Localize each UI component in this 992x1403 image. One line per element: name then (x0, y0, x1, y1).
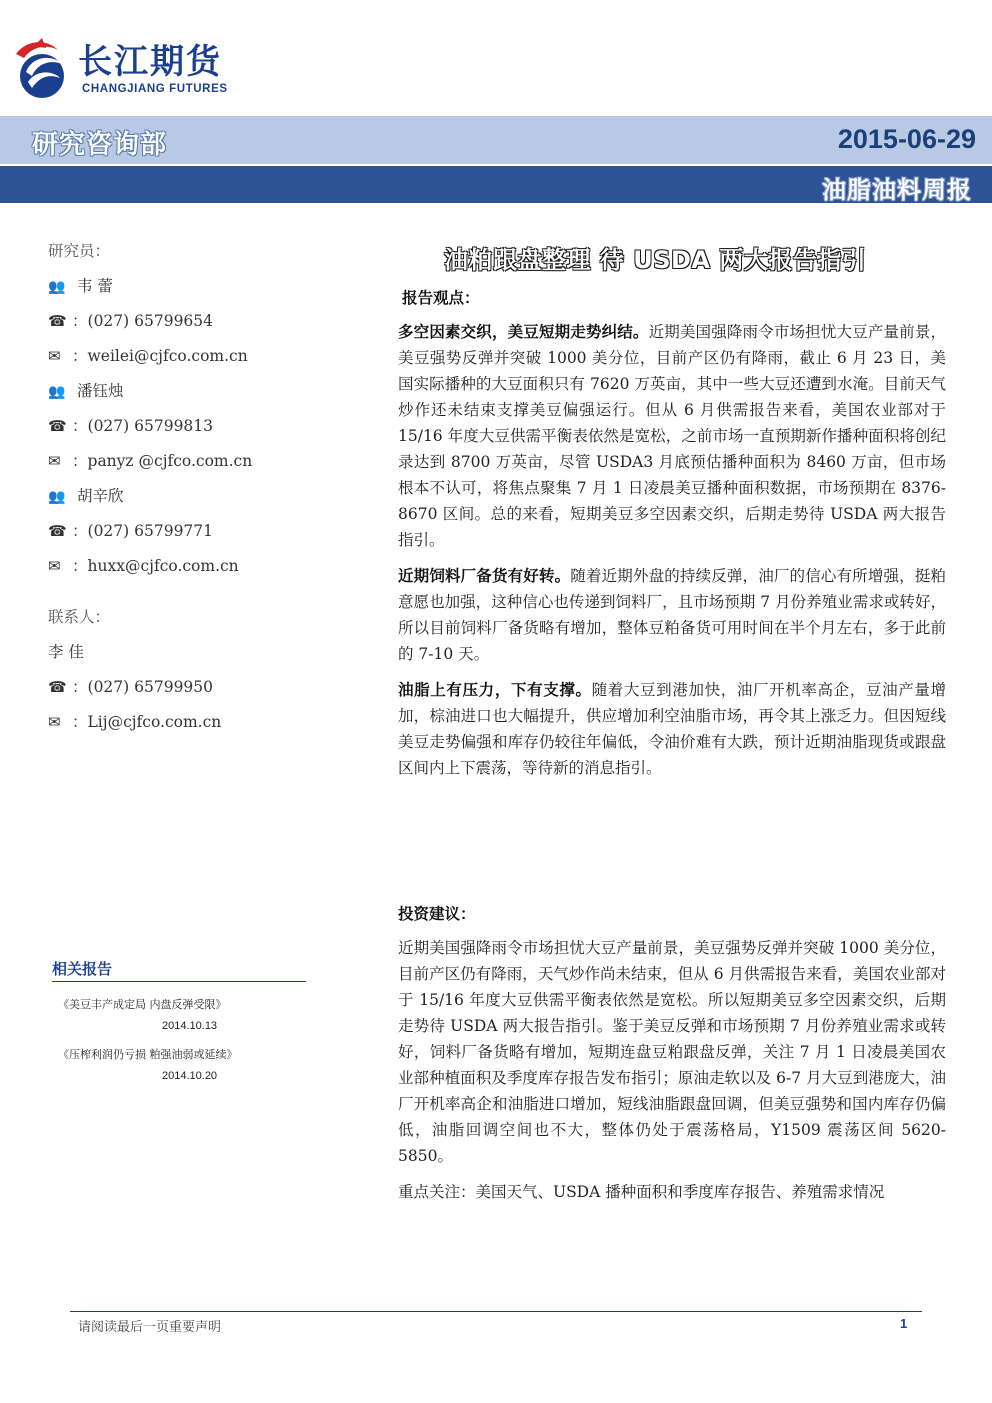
logo-emblem-icon (12, 36, 76, 102)
viewpoint-heading: 报告观点： (402, 288, 480, 307)
page-number: 1 (900, 1316, 908, 1331)
researcher-label: 研究员： (48, 242, 111, 260)
footer-disclaimer: 请阅读最后一页重要声明 (78, 1320, 222, 1335)
researcher-email: ✉ ：panyz @cjfco.com.cn (48, 448, 328, 483)
researcher-phone: ☎ ：(027) 65799771 (48, 518, 328, 553)
viewpoint-paragraph: 近期饲料厂备货有好转。随着近期外盘的持续反弹，油厂的信心有所增强，挺粕意愿也加强，这种信心也传递到饲料厂，且市场预期 7 月份养殖业需求或转好，所以目前饲料厂备货略有增加，整体豆粕备货可用时间在半个月左右，多于此前的 7-10 天。 (398, 566, 946, 663)
report-title: 油粕跟盘整理 待 USDA 两大报告指引 (444, 246, 867, 274)
researcher-name: 👥 韦 蕾 (48, 273, 328, 308)
related-report-date: 2014.10.20 (162, 1070, 218, 1082)
person-icon: 👥 (48, 279, 66, 295)
person-icon: 👥 (48, 489, 66, 505)
person-icon: 👥 (48, 384, 66, 400)
report-type-label: 油脂油料周报 (822, 176, 972, 204)
email-icon: ✉ (48, 347, 61, 365)
viewpoint-paragraph: 油脂上有压力，下有支撑。随着大豆到港加快，油厂开机率高企，豆油产量增加，棕油进口也大幅提升，供应增加利空油脂市场，再令其上涨乏力。但因短线美豆走势偏强和库存仍较往年偏低，令油价难有大跌，预计近期油脂现货或跟盘区间内上下震荡，等待新的消息指引。 (398, 680, 946, 777)
phone-icon: ☎ (48, 522, 67, 540)
email-icon: ✉ (48, 713, 61, 731)
researcher-name: 👥 胡辛欣 (48, 483, 328, 518)
researcher-name: 👥 潘钰烛 (48, 378, 328, 413)
phone-icon: ☎ (48, 678, 67, 696)
logo-chinese-name: 长江期货 (78, 42, 222, 82)
contact-name: 李 佳 (48, 643, 84, 661)
contact-email: ✉ ：Lij@cjfco.com.cn (48, 709, 328, 744)
advice-heading: 投资建议： (398, 904, 476, 923)
email-icon: ✉ (48, 452, 61, 470)
company-logo (12, 36, 252, 102)
email-icon: ✉ (48, 557, 61, 575)
paragraph-lead: 近期饲料厂备货有好转。 (398, 566, 571, 585)
related-report-date: 2014.10.13 (162, 1020, 218, 1032)
researcher-email: ✉ ：weilei@cjfco.com.cn (48, 343, 328, 378)
researcher-email: ✉ ：huxx@cjfco.com.cn (48, 553, 328, 588)
viewpoint-paragraph: 多空因素交织，美豆短期走势纠结。近期美国强降雨令市场担忧大豆产量前景，美豆强势反弹并突破 1000 美分位，目前产区仍有降雨，截止 6 月 23 日，美国实际播种的大豆面积只有 7620 万英亩，其中一些大豆还遭到水淹。目前天气炒作还未结束支撑美豆偏强运行。但从 6 月供需报告来看，美国农业部对于 15/16 年度大豆供需平衡表依然是宽松，之前市场一直预期新作播种面积将创纪录达到 8700 万英亩，尽管 USDA3 月底预估播种面积为 8460 万亩，但市场根本不认可，将焦点聚集 7 月 1 日凌晨美豆播种面积数据，市场预期在 8376-8670 区间。总的来看，短期美豆多空因素交织，后期走势待 USDA 两大报告指引。 (398, 322, 946, 549)
researcher-phone: ☎ ：(027) 65799654 (48, 308, 328, 343)
researcher-phone: ☎ ：(027) 65799813 (48, 413, 328, 448)
header-band (0, 116, 992, 164)
related-reports-heading: 相关报告 (52, 958, 306, 982)
report-type-band (0, 166, 992, 203)
related-report-title[interactable]: 《压榨利润仍亏损 粕强油弱或延续》 (58, 1048, 238, 1061)
contact-phone: ☎ ：(027) 65799950 (48, 674, 328, 709)
logo-english-name: CHANGJIANG FUTURES (82, 83, 228, 95)
advice-paragraph: 近期美国强降雨令市场担忧大豆产量前景，美豆强势反弹并突破 1000 美分位，目前产区仍有降雨，天气炒作尚未结束，但从 6 月供需报告来看，美国农业部对于 15/16 年度大豆供需平衡表依然是宽松。所以短期美豆多空因素交织，后期走势待 USDA 两大报告指引。鉴于美豆反弹和市场预期 7 月份养殖业需求或转好，饲料厂备货略有增加，短期连盘豆粕跟盘反弹，关注 7 月 1 日凌晨美国农业部种植面积及季度库存报告发布指引；原油走软以及 6-7 月大豆到港庞大，油厂开机率高企和油脂进口增加，短线油脂跟盘回调，但美豆强势和国内库存仍偏低，油脂回调空间也不大，整体仍处于震荡格局，Y1509 震荡区间 5620-5850。 (398, 939, 946, 1165)
paragraph-lead: 多空因素交织，美豆短期走势纠结。 (398, 322, 649, 341)
report-date: 2015-06-29 (837, 124, 976, 154)
phone-icon: ☎ (48, 312, 67, 330)
paragraph-lead: 油脂上有压力，下有支撑。 (398, 680, 592, 699)
department-label: 研究咨询部 (32, 130, 168, 160)
phone-icon: ☎ (48, 417, 67, 435)
focus-line: 重点关注：美国天气、USDA 播种面积和季度库存报告、养殖需求情况 (398, 1183, 885, 1201)
related-reports (52, 958, 306, 1082)
author-sidebar (48, 238, 328, 744)
footer-divider (70, 1311, 922, 1312)
contact-label: 联系人： (48, 608, 111, 626)
related-report-title[interactable]: 《美豆丰产成定局 内盘反弹受限》 (58, 998, 227, 1011)
